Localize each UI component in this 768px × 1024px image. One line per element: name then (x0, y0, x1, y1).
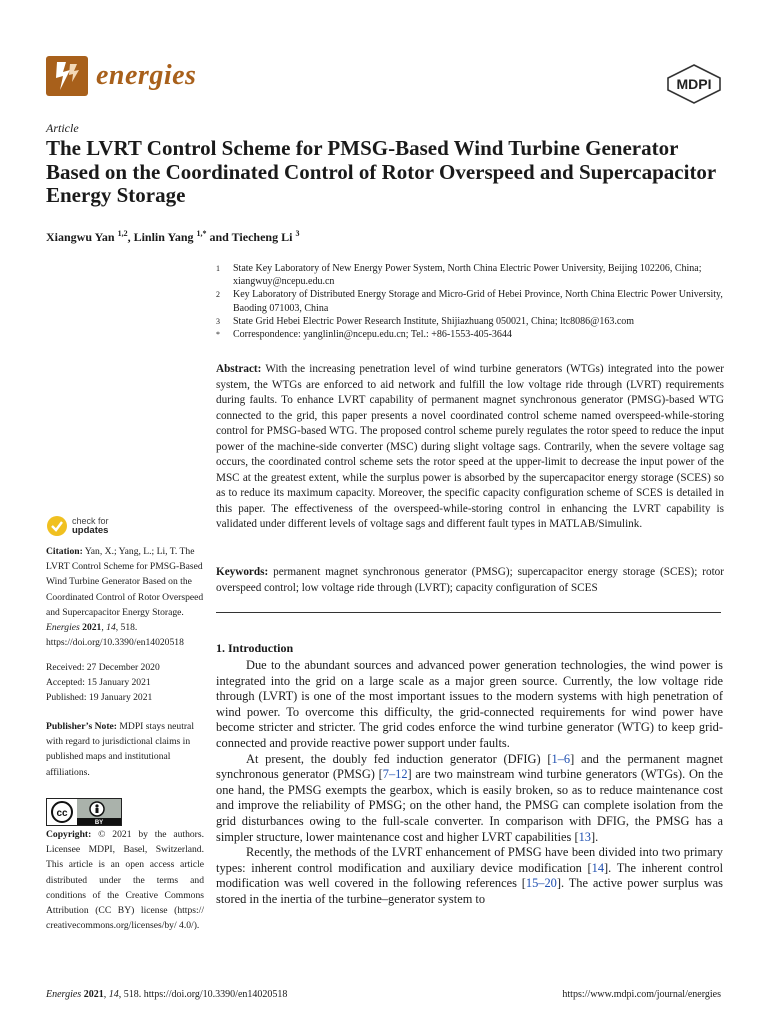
citation-link[interactable]: 7–12 (382, 767, 408, 782)
footer-volume: 14 (108, 989, 119, 1000)
svg-text:cc: cc (56, 808, 68, 819)
affiliation-item (216, 262, 726, 288)
cc-by-label: BY (94, 820, 104, 825)
section-divider (216, 612, 721, 613)
affiliation-text: Key Laboratory of Distributed Energy Storage and Micro-Grid of Hebei Province, North China Electric Power University, Baoding 071003, China (233, 289, 723, 314)
keywords-label: Keywords: (216, 566, 269, 578)
paragraph-text: ] are two mainstream wind turbine generators (WTGs). On the one hand, the PMSG exempts the gearbox, which is easily broken, so as to reduce maintenance cost and improve the reliability of PMSG; on the other hand, the PMSG can complete isolation from the grid disturbances owing to the full-scale converter. In comparison with DFIG, the PMSG has a simpler structure, lower maintenance cost and higher LVRT capabilities [ (216, 767, 723, 844)
affiliation-mark: 1 (216, 264, 220, 273)
check-badge-icon (46, 515, 68, 537)
accepted-date: Accepted: 15 January 2021 (46, 677, 151, 689)
footer-citation: Energies 2021, 14, 518. https://doi.org/10.3390/en14020518 (46, 989, 288, 1000)
footer-journal-url[interactable]: https://www.mdpi.com/journal/energies (562, 989, 721, 1000)
author-separator: and (206, 230, 232, 244)
affiliation-text: State Key Laboratory of New Energy Power System, North China Electric Power University, Beijing 102206, China; xiangwuy@ncepu.edu.cn (233, 263, 702, 288)
citation-year: 2021 (82, 622, 102, 634)
footer-doi-link[interactable]: , 518. https://doi.org/10.3390/en14020518 (118, 989, 288, 1000)
copyright-block (46, 827, 204, 933)
abstract-label: Abstract: (216, 363, 262, 375)
citation-link[interactable]: 13 (578, 829, 591, 844)
check-for-updates-button[interactable] (46, 515, 109, 537)
footer-year: 2021 (83, 989, 104, 1000)
paragraph-text: ] and the permanent magnet synchronous generator (PMSG) [ (216, 751, 723, 782)
affiliation-text: State Grid Hebei Electric Power Research Institute, Shijiazhuang 050021, China; ltc8086@163.com (233, 315, 635, 327)
paragraph-text: At present, the doubly fed induction generator (DFIG) [ (246, 751, 552, 766)
citation-link[interactable]: 15–20 (525, 876, 557, 891)
citation-link[interactable]: 1–6 (551, 751, 571, 766)
publisher-note-label: Publisher’s Note: (46, 721, 117, 732)
lightning-icon (46, 56, 88, 96)
citation-text: Yan, X.; Yang, L.; Li, T. The LVRT Control Scheme for PMSG-Based Wind Turbine Generator Based on the Coordinated Control of Rotor Overspeed and Supercapacitor Energy Storage. (46, 546, 204, 618)
keywords (216, 565, 724, 596)
copyright-label: Copyright: (46, 829, 92, 840)
affiliation-item (216, 315, 726, 328)
section-heading-introduction: 1. Introduction (216, 641, 294, 655)
paragraph (216, 752, 723, 846)
citation-volume: 14 (106, 622, 116, 634)
article-title: The LVRT Control Scheme for PMSG-Based Wind Turbine Generator Based on the Coordinated Control of Rotor Overspeed and Supercapacitor Energy Storage (46, 136, 716, 207)
citation-journal: Energies (46, 622, 80, 634)
dates-block (46, 660, 204, 706)
paragraph-text: Recently, the methods of the LVRT enhancement of PMSG have been divided into two primary types: inherent control modification and auxiliary device modification [ (216, 845, 723, 875)
affiliation-mark: 2 (216, 290, 220, 300)
abstract (216, 362, 724, 533)
copyright-text: © 2021 by the authors. Licensee MDPI, Basel, Switzerland. This article is an open access article distributed under the terms and conditions of the Creative Commons Attribution (CC BY) license (https:// creativecommons.org/licenses/by/ 4.0/). (46, 829, 204, 932)
paragraph-text: ]. The active power surplus was stored in the inertia of the turbine–generator system to (216, 876, 723, 906)
citation-link[interactable]: 14 (591, 860, 605, 875)
abstract-text: With the increasing penetration level of wind turbine generators (WTGs) integrated into the power system, the WTGs are enforced to aid network and fulfill the low voltage ride through (LVRT) requirements during faults. To enhance LVRT capability of permanent magnet synchronous generator (PMSG)-based WTG connected to the grid, this paper presents a novel coordinated control scheme named overspeed-while-storing control for PMSG-based WTG. The proposed control scheme purely regulates the rotor speed to reduce the input power of the machine-side converter (MSC) during slight voltage sags. Contrarily, when the severe voltage sag occurs, the coordinated control scheme sets the rotor speed at the upper-limit to decrease the input power of the MSC at the greatest extent, while the surplus power is absorbed by the supercapacitor energy storage (SCES) so as to reduce its maximum capacity. Moreover, the specific capacity configuration scheme of SCES is detailed in this paper. The effectiveness of the overspeed-while-storing control in enhancing the LVRT capability is validated under different levels of voltage sags and different fault types in MATLAB/Simulink. (216, 363, 724, 530)
citation-doi-link[interactable]: 518. https://doi.org/10.3390/en14020518 (46, 622, 184, 649)
correspondence-text: Correspondence: yanglinlin@ncepu.edu.cn; Tel.: +86-1553-405-3644 (233, 329, 512, 341)
paragraph-text: ]. (591, 829, 599, 844)
correspondence-item (216, 328, 726, 341)
author-name[interactable]: Tiecheng Li (231, 230, 293, 244)
author-list (46, 229, 299, 245)
author-separator: , (127, 230, 134, 244)
publisher-name: MDPI (676, 76, 712, 92)
author-affil-mark: 1,* (196, 229, 207, 238)
mdpi-logo[interactable] (666, 64, 722, 109)
received-date: Received: 27 December 2020 (46, 662, 160, 673)
introduction-body (216, 658, 723, 908)
affiliation-mark: * (216, 330, 220, 340)
cc-by-license-badge[interactable] (46, 798, 122, 826)
published-date: Published: 19 January 2021 (46, 692, 153, 704)
footer-journal: Energies (46, 989, 82, 1000)
author-name[interactable]: Xiangwu Yan (46, 230, 115, 244)
journal-logo[interactable] (46, 56, 196, 96)
author-name[interactable]: Linlin Yang (133, 230, 194, 244)
author-affil-mark: 1,2 (117, 229, 128, 238)
paragraph: Due to the abundant sources and advanced power generation technologies, the wind power is integrated into the grid on a large scale as a major green source. Currently, the low voltage ride through (LVRT) is one of the most important issues to the modern systems with high penetration of wind power. To overcome this difficulty, the grid-connected requirements for wind power have become stricter and stricter. The grid codes enforce the wind turbine generator (WTG) to keep grid-connected and provide reactive power support under faults. (216, 658, 723, 750)
journal-name: energies (96, 60, 197, 91)
affiliation-mark: 3 (216, 316, 220, 326)
publisher-note-text: MDPI stays neutral with regard to jurisdictional claims in published maps and institutional affiliations. (46, 721, 194, 778)
affiliations (216, 262, 726, 341)
check-updates-line2: updates (72, 525, 109, 536)
paragraph-text: ]. The inherent control modification was well covered in the following references [ (216, 860, 724, 891)
article-type: Article (46, 121, 79, 135)
check-updates-line1: check for (72, 516, 109, 526)
author-affil-mark: 3 (295, 229, 300, 238)
keywords-text: permanent magnet synchronous generator (PMSG); supercapacitor energy storage (SCES); rotor overspeed control; low voltage ride through (LVRT); capacity configuration of SCES (216, 566, 724, 594)
citation-label: Citation: (46, 546, 83, 557)
affiliation-item (216, 288, 726, 314)
paragraph (216, 845, 723, 907)
citation-block: Citation: Yan, X.; Yang, L.; Li, T. The LVRT Control Scheme for PMSG-Based Wind Turbine Generator Based on the Coordinated Control of Rotor Overspeed and Supercapacitor Energy Storage. Energies 2021, 14, 518. https://doi.org/10.3390/en14020518 (46, 546, 204, 649)
publisher-note (46, 719, 204, 780)
